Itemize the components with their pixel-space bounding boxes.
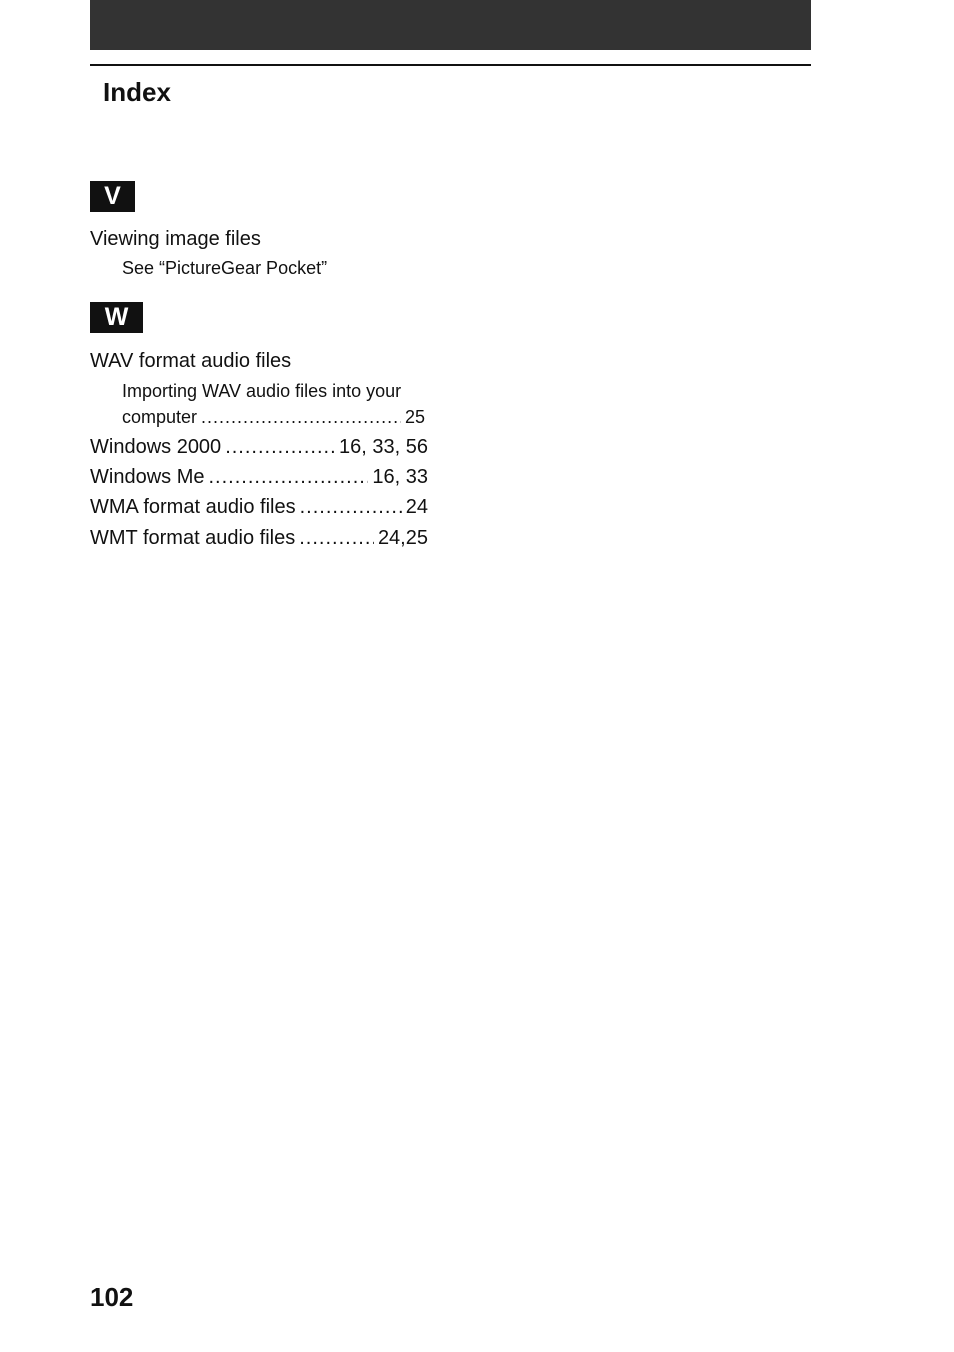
index-subentry-importing-wav: Importing WAV audio files into your — [122, 381, 402, 401]
entry-pages: 24,25 — [377, 527, 428, 549]
index-subentry-see-picturegear: See “PictureGear Pocket” — [122, 258, 328, 278]
section-letter-w: W — [90, 302, 143, 333]
index-entry-wav-format — [90, 348, 428, 374]
entry-term: computer — [122, 407, 198, 427]
header-rule — [90, 64, 811, 66]
section-letter-v: V — [90, 181, 135, 212]
entry-term: Viewing image files — [90, 228, 261, 250]
dot-leader — [225, 434, 335, 460]
dot-leader — [299, 525, 374, 551]
page-title: Index — [103, 77, 171, 107]
dot-leader — [201, 405, 401, 429]
dot-leader — [208, 464, 368, 490]
index-subentry-computer — [122, 405, 425, 429]
entry-pages: 25 — [404, 407, 425, 427]
header-bar — [90, 0, 811, 50]
entry-term: WAV format audio files — [90, 350, 292, 372]
index-entry-windows-2000 — [90, 434, 428, 460]
dot-leader — [300, 494, 402, 520]
entry-term: WMT format audio files — [90, 527, 296, 549]
index-entry-windows-me — [90, 464, 428, 490]
page-number: 102 — [90, 1282, 134, 1312]
index-entry-wma-format — [90, 494, 428, 520]
entry-pages: 16, 33 — [372, 466, 428, 488]
entry-pages: 24 — [405, 496, 428, 518]
entry-term: Windows 2000 — [90, 436, 222, 458]
entry-term: WMA format audio files — [90, 496, 296, 518]
entry-pages: 16, 33, 56 — [339, 436, 428, 458]
entry-term: Windows Me — [90, 466, 205, 488]
index-entry-wmt-format — [90, 525, 428, 551]
index-entry-viewing-image-files — [90, 226, 428, 252]
